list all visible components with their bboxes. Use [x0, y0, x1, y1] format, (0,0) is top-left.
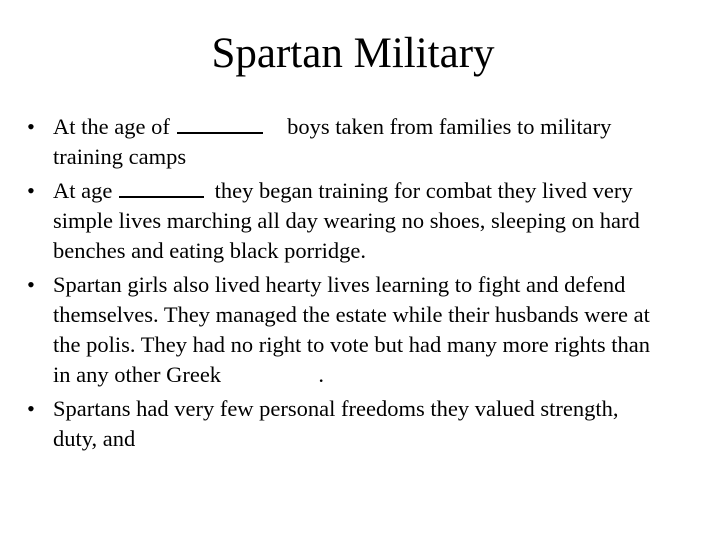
bullet-text-before: At age [53, 178, 113, 203]
bullet-text-after: they began training for combat they lived very simple lives marching all day wearing no shoes, sleeping on hard benches and eating black porridge. [53, 178, 640, 263]
bullet-text-before: Spartan girls also lived hearty lives learning to fight and defend themselves. They managed the estate while their husbands were at the polis. They had no right to vote but had many more rights than in any other Greek [53, 272, 650, 387]
bullet-text: Spartans had very few personal freedoms they valued strength, duty, and [53, 396, 619, 451]
bullet-dot-icon: • [27, 178, 35, 203]
fill-in-blank [177, 112, 263, 134]
bullet-text-before: At the age of [53, 114, 170, 139]
slide-title: Spartan Military [211, 30, 495, 77]
bullet-item [24, 176, 664, 266]
bullet-dot-icon: • [27, 272, 35, 297]
bullet-item [24, 112, 664, 172]
bullet-dot-icon: • [27, 114, 35, 139]
bullet-text-after: boys taken from families to military training camps [53, 114, 612, 169]
bullet-item [24, 394, 664, 454]
fill-in-blank [119, 176, 204, 198]
bullet-dot-icon: • [27, 396, 35, 421]
bullet-item [24, 270, 664, 390]
bullet-list [24, 112, 664, 458]
bullet-text-after: . [318, 362, 324, 387]
